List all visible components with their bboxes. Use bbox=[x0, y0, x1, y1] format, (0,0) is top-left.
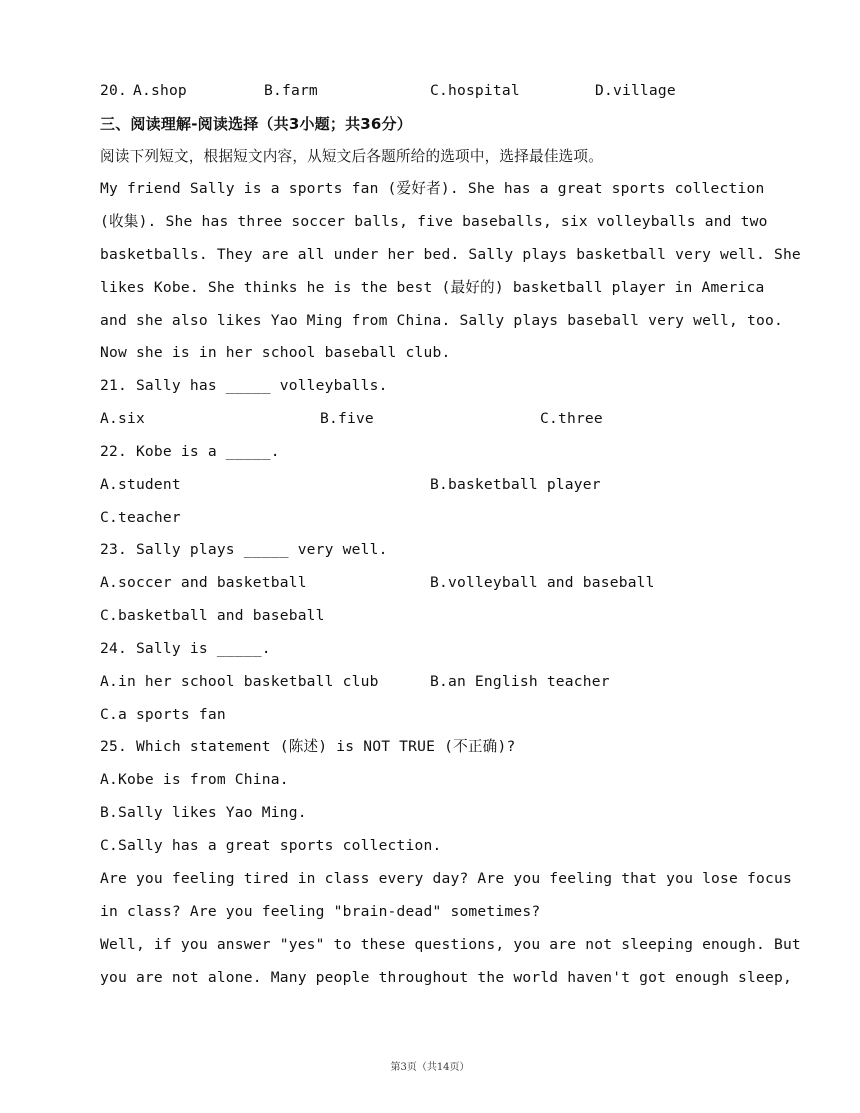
passage1-line-6: Now she is in her school baseball club. bbox=[100, 344, 451, 361]
q22-stem: 22. Kobe is a _____. bbox=[100, 443, 280, 460]
passage2-line-3: Well, if you answer "yes" to these questions, you are not sleeping enough. But bbox=[100, 936, 801, 953]
passage2-line-4: you are not alone. Many people throughout the world haven't got enough sleep, bbox=[100, 969, 792, 986]
section-heading: 三、阅读理解-阅读选择（共3小题；共36分） bbox=[100, 115, 412, 133]
passage2-line-2: in class? Are you feeling "brain-dead" sometimes? bbox=[100, 903, 541, 920]
q20-option-b: B.farm bbox=[264, 82, 318, 99]
q24-option-c: C.a sports fan bbox=[100, 706, 226, 723]
q21-option-a: A.six bbox=[100, 410, 145, 427]
q21-option-c: C.three bbox=[540, 410, 603, 427]
passage2-line-1: Are you feeling tired in class every day? Are you feeling that you lose focus bbox=[100, 870, 792, 887]
q22-option-c: C.teacher bbox=[100, 509, 181, 526]
q21-option-b: B.five bbox=[320, 410, 374, 427]
passage1-line-4: likes Kobe. She thinks he is the best (最好的) basketball player in America bbox=[100, 279, 765, 296]
q23-option-b: B.volleyball and baseball bbox=[430, 574, 655, 591]
q22-option-b: B.basketball player bbox=[430, 476, 601, 493]
q25-option-c: C.Sally has a great sports collection. bbox=[100, 837, 442, 854]
q22-option-a: A.student bbox=[100, 476, 181, 493]
section-instruction: 阅读下列短文，根据短文内容，从短文后各题所给的选项中，选择最佳选项。 bbox=[100, 148, 603, 165]
passage1-line-3: basketballs. They are all under her bed. Sally plays basketball very well. She bbox=[100, 246, 801, 263]
q20-number: 20. bbox=[100, 82, 127, 99]
q25-stem: 25. Which statement (陈述) is NOT TRUE (不正确)? bbox=[100, 738, 516, 755]
q24-stem: 24. Sally is _____. bbox=[100, 640, 271, 657]
q21-stem: 21. Sally has _____ volleyballs. bbox=[100, 377, 388, 394]
passage1-line-1: My friend Sally is a sports fan (爱好者). She has a great sports collection bbox=[100, 180, 765, 197]
q23-option-c: C.basketball and baseball bbox=[100, 607, 325, 624]
q23-option-a: A.soccer and basketball bbox=[100, 574, 307, 591]
q25-option-a: A.Kobe is from China. bbox=[100, 771, 289, 788]
q20-option-a: A.shop bbox=[133, 82, 187, 99]
q20-option-c: C.hospital bbox=[430, 82, 520, 99]
q24-option-b: B.an English teacher bbox=[430, 673, 610, 690]
page-footer: 第3页（共14页） bbox=[390, 1062, 470, 1073]
q25-option-b: B.Sally likes Yao Ming. bbox=[100, 804, 307, 821]
q24-option-a: A.in her school basketball club bbox=[100, 673, 379, 690]
q20-option-d: D.village bbox=[595, 82, 676, 99]
passage1-line-2: (收集). She has three soccer balls, five baseballs, six volleyballs and two bbox=[100, 213, 768, 230]
q23-stem: 23. Sally plays _____ very well. bbox=[100, 541, 388, 558]
passage1-line-5: and she also likes Yao Ming from China. Sally plays baseball very well, too. bbox=[100, 312, 783, 329]
